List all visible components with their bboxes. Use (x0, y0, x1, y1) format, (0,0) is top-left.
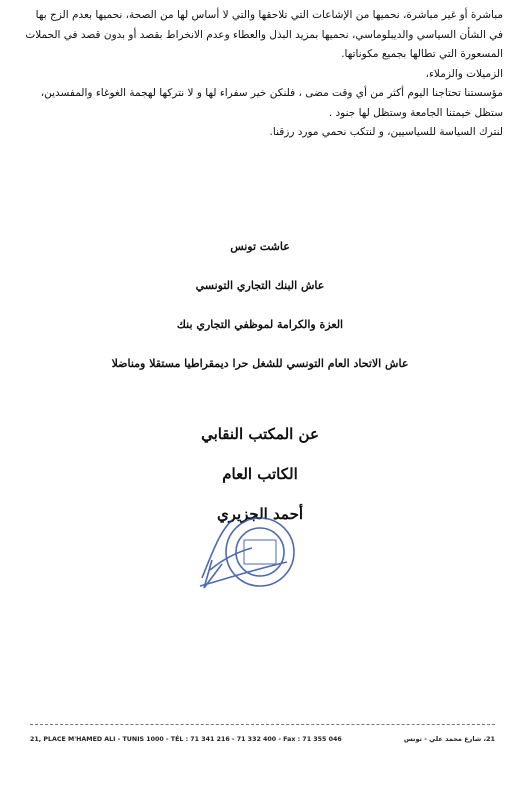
slogan-bank: عاش البنك التجاري التونسي (195, 279, 325, 292)
slogan-employees: العزة والكرامة لموظفي التجاري بنك (176, 318, 344, 331)
body-line: في الشأن السياسي والديبلوماسي، نحميها بمزيد البذل والعطاء وعدم الانخراط بقصد أو بدون قصد في الحملات (25, 28, 503, 41)
body-line: لنترك السياسة للسياسيين، و لنتكب نحمي مورد رزقنا. (269, 126, 503, 138)
union-stamp-icon (192, 500, 312, 600)
slogan-union: عاش الاتحاد العام التونسي للشغل حرا ديمقراطيا مستقلا ومناضلا (111, 357, 409, 370)
signature-office: عن المكتب النقابي (201, 425, 319, 443)
signature-name: أحمد الجزيري (216, 505, 304, 523)
slogan-long-live-tunisia: عاشت تونس (230, 240, 290, 253)
footer-divider (30, 724, 495, 725)
body-line: مباشرة أو غير مباشرة، نحميها من الإشاعات التي تلاحقها والتي لا أساس لها من الصحة، نحميها بعدم الزج بها (35, 9, 503, 21)
letter-body (17, 6, 503, 143)
footer (30, 734, 495, 748)
footer-address-arabic: 21، شارع محمد علي - تونس (403, 735, 495, 743)
footer-address-french: 21, PLACE M'HAMED ALI - TUNIS 1000 - TÉL : 71 341 216 - 71 332 400 - Fax : 71 355 046 (30, 736, 342, 743)
slogans (20, 240, 500, 396)
body-line: المسعورة التي تطالها بجميع مكوناتها. (341, 48, 503, 60)
body-line: مؤسستنا تحتاجنا اليوم أكثر من أي وقت مضى ، فلنكن خير سفراء لها و لا نتركها لهجمة الغوغاء والمفسدين، (40, 87, 503, 99)
signature-title: الكاتب العام (222, 465, 298, 483)
salutation: الزميلات والزملاء، (425, 67, 503, 80)
body-line: ستظل خيمتنا الجامعة وستظل لها جنود . (328, 106, 503, 119)
